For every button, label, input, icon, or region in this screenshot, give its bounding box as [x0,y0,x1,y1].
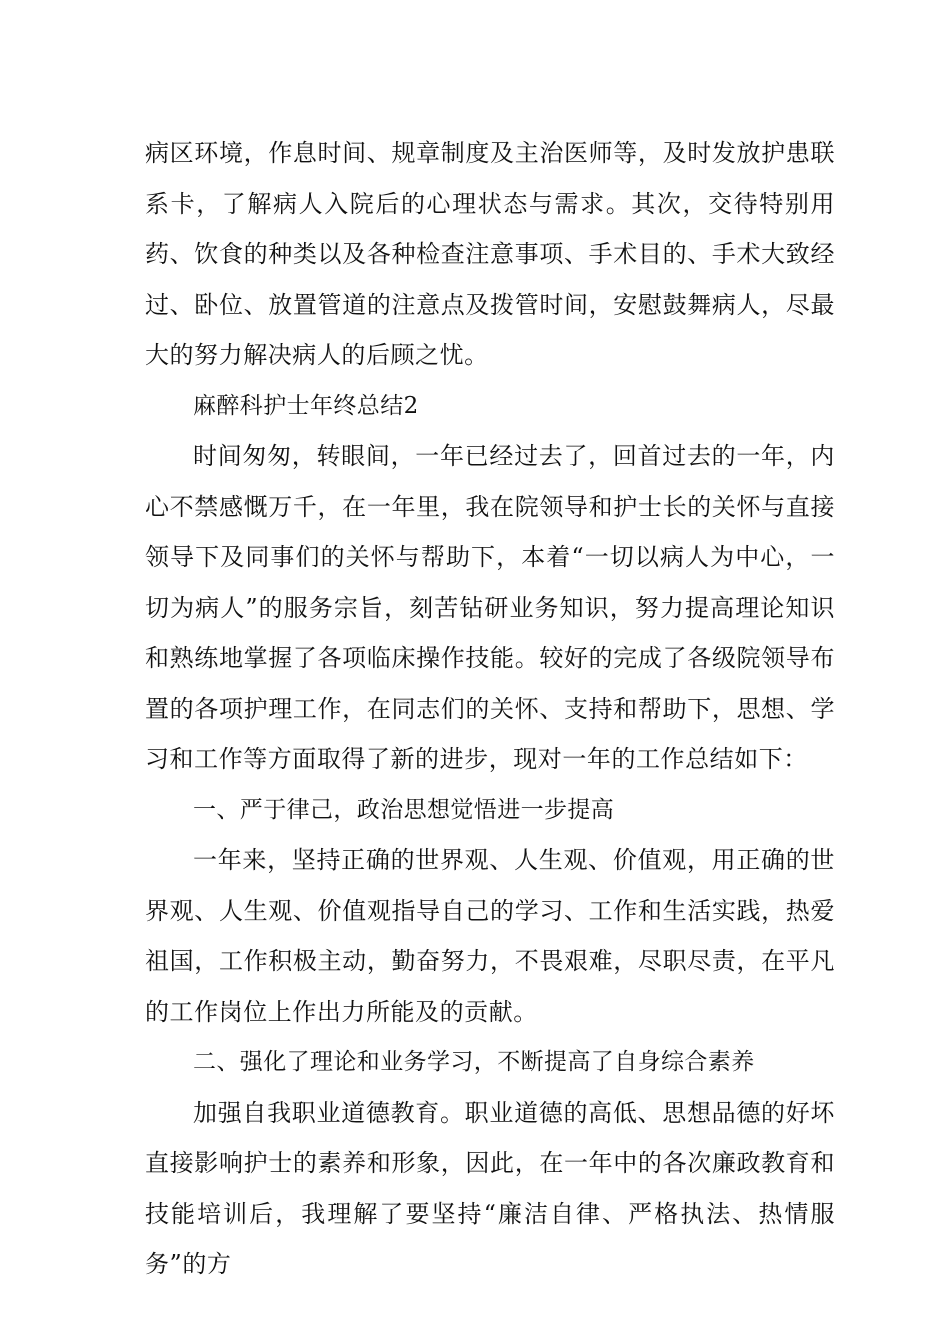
section-heading-1: 一、严于律己，政治思想觉悟进一步提高 [193,796,615,823]
section-heading-2: 二、强化了理论和业务学习，不断提高了自身综合素养 [193,1049,755,1075]
document-body [145,128,835,1290]
paragraph-continuation: 病区环境，作息时间、规章制度及主治医师等，及时发放护患联系卡，了解病人入院后的心理状态与需求。其次，交待特别用药、饮食的种类以及各种检查注意事项、手术目的、手术大致经过、卧位、放置管道的注意点及拨管时间，安慰鼓舞病人，尽最大的努力解决病人的后顾之忧。 [145,139,835,369]
section-title-summary-2: 麻醉科护士年终总结2 [193,392,419,419]
paragraph-section-1: 一年来，坚持正确的世界观、人生观、价值观，用正确的世界观、人生观、价值观指导自己的学习、工作和生活实践，热爱祖国，工作积极主动，勤奋努力，不畏艰难，尽职尽责，在平凡的工作岗位上作出力所能及的贡献。 [145,846,835,1026]
paragraph-intro: 时间匆匆，转眼间，一年已经过去了，回首过去的一年，内心不禁感慨万千，在一年里，我在院领导和护士长的关怀与直接领导下及同事们的关怀与帮助下，本着“一切以病人为中心，一切为病人”的服务宗旨，刻苦钻研业务知识，努力提高理论知识和熟练地掌握了各项临床操作技能。较好的完成了各级院领导布置的各项护理工作，在同志们的关怀、支持和帮助下，思想、学习和工作等方面取得了新的进步，现对一年的工作总结如下： [145,442,835,773]
paragraph-section-2: 加强自我职业道德教育。职业道德的高低、思想品德的好坏直接影响护士的素养和形象，因此，在一年中的各次廉政教育和技能培训后，我理解了要坚持“廉洁自律、严格执法、热情服务”的方 [145,1098,835,1278]
